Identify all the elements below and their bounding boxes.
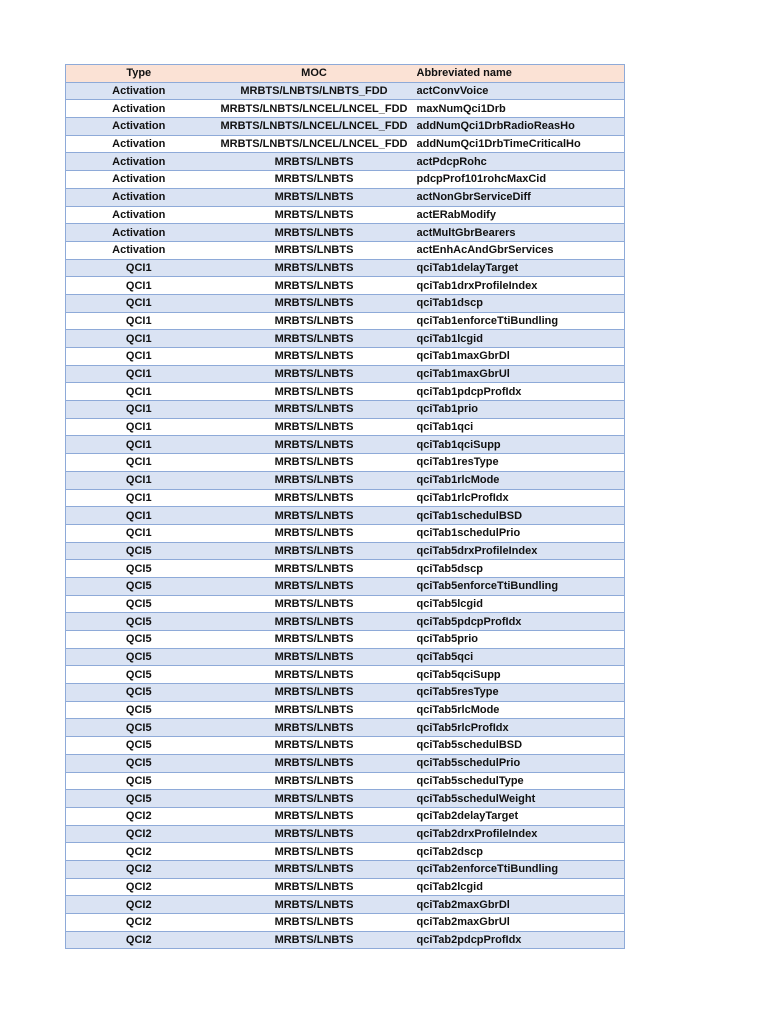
table-row [66, 931, 625, 949]
cell-abbreviated-name: qciTab5rlcMode [417, 701, 625, 719]
cell-moc: MRBTS/LNBTS [212, 595, 417, 613]
cell-abbreviated-name: qciTab1schedulBSD [417, 507, 625, 525]
cell-moc: MRBTS/LNBTS [212, 153, 417, 171]
cell-moc: MRBTS/LNBTS [212, 259, 417, 277]
table-row [66, 684, 625, 702]
table-row [66, 312, 625, 330]
cell-moc: MRBTS/LNBTS [212, 171, 417, 189]
table-row [66, 241, 625, 259]
cell-abbreviated-name: qciTab5prio [417, 631, 625, 649]
table-row [66, 772, 625, 790]
cell-abbreviated-name: maxNumQci1Drb [417, 100, 625, 118]
cell-moc: MRBTS/LNBTS [212, 524, 417, 542]
cell-type: QCI5 [66, 684, 212, 702]
cell-type: QCI5 [66, 790, 212, 808]
cell-abbreviated-name: actEnhAcAndGbrServices [417, 241, 625, 259]
cell-moc: MRBTS/LNBTS [212, 701, 417, 719]
cell-type: Activation [66, 188, 212, 206]
table-row [66, 171, 625, 189]
table-row [66, 436, 625, 454]
cell-abbreviated-name: qciTab1lcgid [417, 330, 625, 348]
cell-moc: MRBTS/LNBTS [212, 684, 417, 702]
cell-abbreviated-name: qciTab1enforceTtiBundling [417, 312, 625, 330]
cell-type: QCI1 [66, 507, 212, 525]
cell-moc: MRBTS/LNBTS [212, 277, 417, 295]
header-abbreviated-name: Abbreviated name [417, 65, 625, 83]
table-row [66, 701, 625, 719]
cell-moc: MRBTS/LNBTS [212, 454, 417, 472]
cell-type: QCI1 [66, 471, 212, 489]
cell-moc: MRBTS/LNBTS [212, 241, 417, 259]
cell-abbreviated-name: qciTab2enforceTtiBundling [417, 860, 625, 878]
cell-abbreviated-name: qciTab2maxGbrDl [417, 896, 625, 914]
cell-moc: MRBTS/LNBTS [212, 294, 417, 312]
cell-abbreviated-name: qciTab1resType [417, 454, 625, 472]
cell-moc: MRBTS/LNBTS [212, 648, 417, 666]
table-row [66, 631, 625, 649]
cell-type: QCI5 [66, 754, 212, 772]
cell-abbreviated-name: qciTab2pdcpProfIdx [417, 931, 625, 949]
cell-moc: MRBTS/LNBTS [212, 754, 417, 772]
table-row [66, 277, 625, 295]
cell-type: QCI1 [66, 312, 212, 330]
cell-moc: MRBTS/LNBTS [212, 330, 417, 348]
cell-abbreviated-name: qciTab5schedulPrio [417, 754, 625, 772]
table-row [66, 878, 625, 896]
cell-moc: MRBTS/LNBTS [212, 843, 417, 861]
cell-abbreviated-name: qciTab2lcgid [417, 878, 625, 896]
cell-abbreviated-name: qciTab2drxProfileIndex [417, 825, 625, 843]
cell-abbreviated-name: qciTab5schedulWeight [417, 790, 625, 808]
cell-type: QCI1 [66, 365, 212, 383]
cell-moc: MRBTS/LNBTS [212, 224, 417, 242]
cell-moc: MRBTS/LNBTS [212, 807, 417, 825]
cell-moc: MRBTS/LNBTS [212, 471, 417, 489]
cell-type: QCI1 [66, 294, 212, 312]
cell-abbreviated-name: qciTab5schedulBSD [417, 737, 625, 755]
cell-type: Activation [66, 171, 212, 189]
cell-abbreviated-name: qciTab5pdcpProfIdx [417, 613, 625, 631]
cell-abbreviated-name: qciTab1prio [417, 401, 625, 419]
cell-abbreviated-name: qciTab5drxProfileIndex [417, 542, 625, 560]
cell-type: QCI1 [66, 454, 212, 472]
cell-type: QCI2 [66, 825, 212, 843]
cell-abbreviated-name: qciTab1maxGbrUl [417, 365, 625, 383]
table-row [66, 790, 625, 808]
table-row [66, 560, 625, 578]
table-row [66, 896, 625, 914]
header-row [66, 65, 625, 83]
table-row [66, 489, 625, 507]
cell-moc: MRBTS/LNBTS [212, 401, 417, 419]
table-row [66, 188, 625, 206]
header-moc: MOC [212, 65, 417, 83]
cell-type: QCI5 [66, 560, 212, 578]
cell-type: QCI5 [66, 737, 212, 755]
cell-moc: MRBTS/LNBTS [212, 383, 417, 401]
cell-moc: MRBTS/LNBTS [212, 737, 417, 755]
cell-moc: MRBTS/LNBTS [212, 896, 417, 914]
cell-moc: MRBTS/LNBTS [212, 348, 417, 366]
cell-moc: MRBTS/LNBTS [212, 878, 417, 896]
table-row [66, 843, 625, 861]
cell-abbreviated-name: qciTab1pdcpProfIdx [417, 383, 625, 401]
cell-type: QCI2 [66, 843, 212, 861]
cell-type: QCI5 [66, 577, 212, 595]
table-row [66, 153, 625, 171]
cell-type: QCI5 [66, 595, 212, 613]
cell-type: QCI1 [66, 383, 212, 401]
table-row [66, 754, 625, 772]
cell-type: QCI1 [66, 348, 212, 366]
cell-moc: MRBTS/LNBTS [212, 825, 417, 843]
table-row [66, 365, 625, 383]
cell-type: QCI5 [66, 631, 212, 649]
cell-moc: MRBTS/LNBTS [212, 931, 417, 949]
cell-type: QCI2 [66, 896, 212, 914]
cell-abbreviated-name: qciTab5qci [417, 648, 625, 666]
cell-abbreviated-name: actMultGbrBearers [417, 224, 625, 242]
table-row [66, 259, 625, 277]
cell-moc: MRBTS/LNBTS [212, 719, 417, 737]
table-row [66, 401, 625, 419]
cell-type: QCI5 [66, 613, 212, 631]
cell-type: QCI1 [66, 524, 212, 542]
cell-abbreviated-name: addNumQci1DrbTimeCriticalHo [417, 135, 625, 153]
cell-type: QCI5 [66, 772, 212, 790]
cell-abbreviated-name: actNonGbrServiceDiff [417, 188, 625, 206]
cell-moc: MRBTS/LNBTS [212, 507, 417, 525]
cell-type: QCI2 [66, 914, 212, 932]
cell-abbreviated-name: qciTab1rlcProfIdx [417, 489, 625, 507]
cell-abbreviated-name: addNumQci1DrbRadioReasHo [417, 118, 625, 136]
table-row [66, 542, 625, 560]
cell-moc: MRBTS/LNBTS [212, 860, 417, 878]
cell-type: Activation [66, 241, 212, 259]
table-row [66, 383, 625, 401]
cell-type: Activation [66, 135, 212, 153]
cell-type: QCI5 [66, 719, 212, 737]
cell-moc: MRBTS/LNBTS [212, 365, 417, 383]
cell-type: QCI1 [66, 277, 212, 295]
cell-abbreviated-name: qciTab1maxGbrDl [417, 348, 625, 366]
cell-moc: MRBTS/LNBTS/LNCEL/LNCEL_FDD [212, 100, 417, 118]
cell-moc: MRBTS/LNBTS/LNBTS_FDD [212, 82, 417, 100]
table-row [66, 206, 625, 224]
cell-type: Activation [66, 118, 212, 136]
cell-type: QCI1 [66, 436, 212, 454]
cell-moc: MRBTS/LNBTS [212, 914, 417, 932]
cell-moc: MRBTS/LNBTS [212, 542, 417, 560]
table-row [66, 100, 625, 118]
cell-moc: MRBTS/LNBTS [212, 666, 417, 684]
table-row [66, 719, 625, 737]
table-row [66, 825, 625, 843]
cell-type: QCI5 [66, 701, 212, 719]
cell-abbreviated-name: qciTab5schedulType [417, 772, 625, 790]
table-row [66, 648, 625, 666]
table-row [66, 330, 625, 348]
parameter-table [65, 64, 625, 949]
table-row [66, 666, 625, 684]
cell-abbreviated-name: qciTab1delayTarget [417, 259, 625, 277]
table-row [66, 82, 625, 100]
cell-moc: MRBTS/LNBTS [212, 577, 417, 595]
cell-abbreviated-name: pdcpProf101rohcMaxCid [417, 171, 625, 189]
cell-type: Activation [66, 206, 212, 224]
cell-abbreviated-name: qciTab1rlcMode [417, 471, 625, 489]
table-row [66, 914, 625, 932]
cell-abbreviated-name: qciTab1qciSupp [417, 436, 625, 454]
cell-abbreviated-name: actERabModify [417, 206, 625, 224]
table-row [66, 507, 625, 525]
cell-type: QCI5 [66, 542, 212, 560]
cell-type: QCI2 [66, 807, 212, 825]
cell-moc: MRBTS/LNBTS [212, 489, 417, 507]
cell-abbreviated-name: qciTab2dscp [417, 843, 625, 861]
cell-type: QCI5 [66, 648, 212, 666]
cell-type: Activation [66, 100, 212, 118]
table-row [66, 577, 625, 595]
cell-moc: MRBTS/LNBTS [212, 613, 417, 631]
cell-moc: MRBTS/LNBTS [212, 631, 417, 649]
cell-type: QCI1 [66, 259, 212, 277]
table-row [66, 294, 625, 312]
cell-type: Activation [66, 224, 212, 242]
table-row [66, 118, 625, 136]
table-row [66, 807, 625, 825]
cell-moc: MRBTS/LNBTS/LNCEL/LNCEL_FDD [212, 135, 417, 153]
table-row [66, 613, 625, 631]
table-row [66, 454, 625, 472]
cell-abbreviated-name: actConvVoice [417, 82, 625, 100]
cell-abbreviated-name: qciTab2delayTarget [417, 807, 625, 825]
cell-type: QCI2 [66, 931, 212, 949]
cell-type: QCI1 [66, 330, 212, 348]
cell-type: Activation [66, 82, 212, 100]
header-type: Type [66, 65, 212, 83]
cell-moc: MRBTS/LNBTS [212, 312, 417, 330]
cell-abbreviated-name: qciTab5dscp [417, 560, 625, 578]
cell-moc: MRBTS/LNBTS [212, 790, 417, 808]
table-row [66, 737, 625, 755]
table-row [66, 860, 625, 878]
table-row [66, 135, 625, 153]
cell-type: QCI1 [66, 489, 212, 507]
table-row [66, 348, 625, 366]
cell-moc: MRBTS/LNBTS [212, 418, 417, 436]
cell-abbreviated-name: qciTab5rlcProfIdx [417, 719, 625, 737]
cell-moc: MRBTS/LNBTS [212, 188, 417, 206]
table-row [66, 418, 625, 436]
cell-abbreviated-name: actPdcpRohc [417, 153, 625, 171]
cell-abbreviated-name: qciTab5lcgid [417, 595, 625, 613]
cell-moc: MRBTS/LNBTS [212, 772, 417, 790]
cell-abbreviated-name: qciTab5resType [417, 684, 625, 702]
table-row [66, 595, 625, 613]
cell-moc: MRBTS/LNBTS [212, 560, 417, 578]
cell-abbreviated-name: qciTab1dscp [417, 294, 625, 312]
cell-moc: MRBTS/LNBTS [212, 206, 417, 224]
cell-type: QCI2 [66, 878, 212, 896]
cell-moc: MRBTS/LNBTS/LNCEL/LNCEL_FDD [212, 118, 417, 136]
cell-type: Activation [66, 153, 212, 171]
cell-abbreviated-name: qciTab5qciSupp [417, 666, 625, 684]
cell-abbreviated-name: qciTab1qci [417, 418, 625, 436]
cell-type: QCI1 [66, 401, 212, 419]
cell-moc: MRBTS/LNBTS [212, 436, 417, 454]
table-row [66, 524, 625, 542]
table-row [66, 471, 625, 489]
cell-type: QCI1 [66, 418, 212, 436]
cell-abbreviated-name: qciTab1schedulPrio [417, 524, 625, 542]
cell-abbreviated-name: qciTab1drxProfileIndex [417, 277, 625, 295]
table-body [66, 82, 625, 949]
table-row [66, 224, 625, 242]
cell-abbreviated-name: qciTab5enforceTtiBundling [417, 577, 625, 595]
cell-type: QCI5 [66, 666, 212, 684]
cell-type: QCI2 [66, 860, 212, 878]
cell-abbreviated-name: qciTab2maxGbrUl [417, 914, 625, 932]
